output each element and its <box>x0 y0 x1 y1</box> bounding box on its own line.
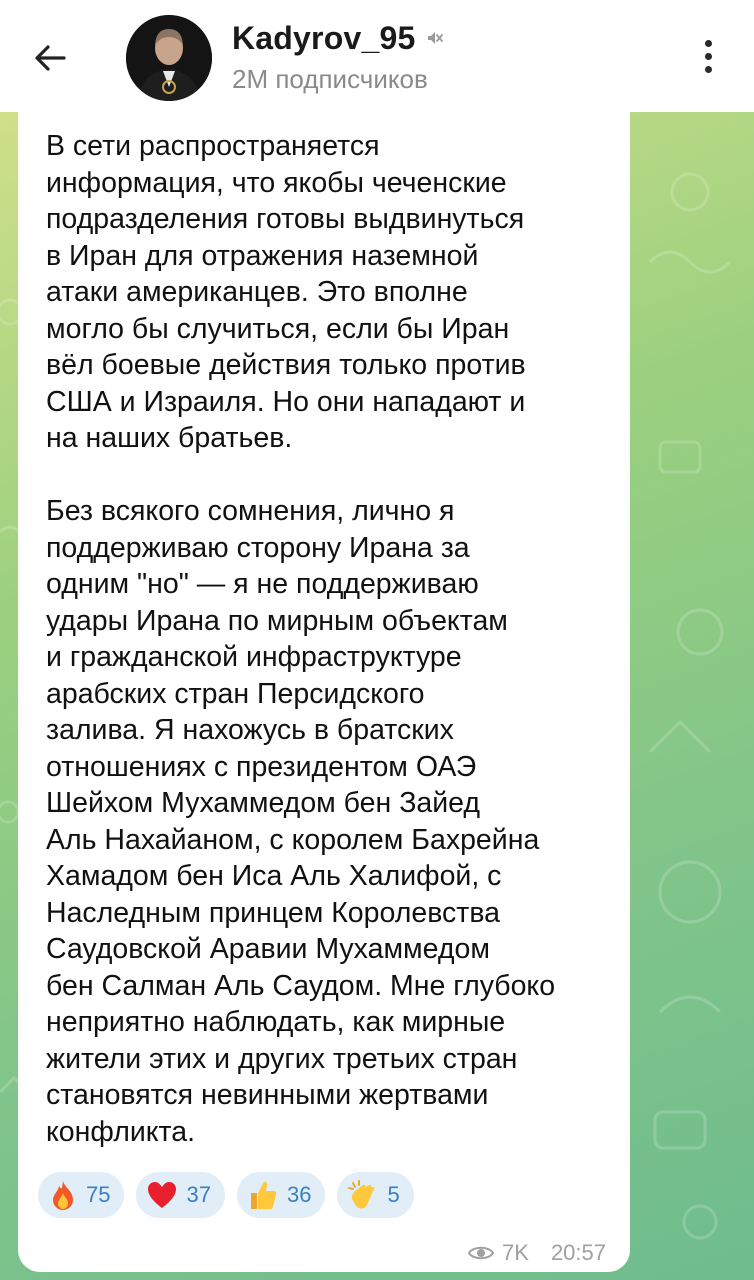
menu-dot <box>705 66 712 73</box>
more-vertical-icon <box>705 40 712 47</box>
channel-name[interactable]: Kadyrov_95 <box>232 19 416 56</box>
message-bubble[interactable] <box>18 112 630 1272</box>
heart-icon <box>146 1180 178 1210</box>
chat-area[interactable] <box>0 112 754 1280</box>
message-meta <box>468 1240 606 1266</box>
chat-header <box>0 0 754 112</box>
clapping-hands-icon <box>347 1179 379 1211</box>
reaction-thumbs-up[interactable] <box>237 1172 325 1218</box>
eye-icon <box>468 1244 494 1262</box>
reactions-bar <box>38 1172 414 1218</box>
reaction-count: 37 <box>186 1182 211 1207</box>
message-time: 20:57 <box>550 1240 606 1265</box>
reaction-heart[interactable] <box>136 1172 224 1218</box>
reaction-count: 36 <box>286 1182 312 1207</box>
back-button[interactable] <box>28 36 72 80</box>
reaction-fire[interactable] <box>38 1172 124 1218</box>
more-options-button[interactable] <box>690 34 726 78</box>
menu-dot <box>705 53 712 60</box>
fire-icon <box>48 1179 78 1211</box>
message-text: В сети распространяется информация, что якобы чеченские подразделения готовы выдвинуться в Иран для отражения наземной атаки американцев. Это вполне могло бы случиться, если бы Иран вёл боевые действия только против США и Израиля. Но они нападают и на наших братьев. Без всякого сомнения, лично я поддерживаю сторону Ирана за одним "но" — я не поддерживаю удары Ирана по мирным объектам и гражданской инфраструктуре арабских стран Персидского залива. Я нахожусь в братских отношениях с президентом ОАЭ Шейхом Мухаммедом бен Зайед Аль Нахайаном, с королем Бахрейна Хамадом бен Иса Аль Халифой, с Наследным принцем Королевства Саудовской Аравии Мухаммедом бен Салман Аль Саудом. Мне глубоко неприятно наблюдать, как мирные жители этих и других третьих стран становятся невинными жертвами конфликта. <box>46 130 556 1148</box>
arrow-left-icon <box>34 44 66 72</box>
reaction-count: 5 <box>387 1182 400 1207</box>
view-count: 7K <box>502 1240 529 1265</box>
avatar-portrait <box>126 15 212 101</box>
reaction-count: 75 <box>86 1182 111 1207</box>
channel-avatar[interactable] <box>126 15 212 101</box>
subscriber-count: 2M подписчиков <box>232 64 428 94</box>
muted-speaker-icon <box>425 28 445 48</box>
thumbs-up-icon <box>247 1179 279 1211</box>
reaction-clapping[interactable] <box>337 1172 413 1218</box>
